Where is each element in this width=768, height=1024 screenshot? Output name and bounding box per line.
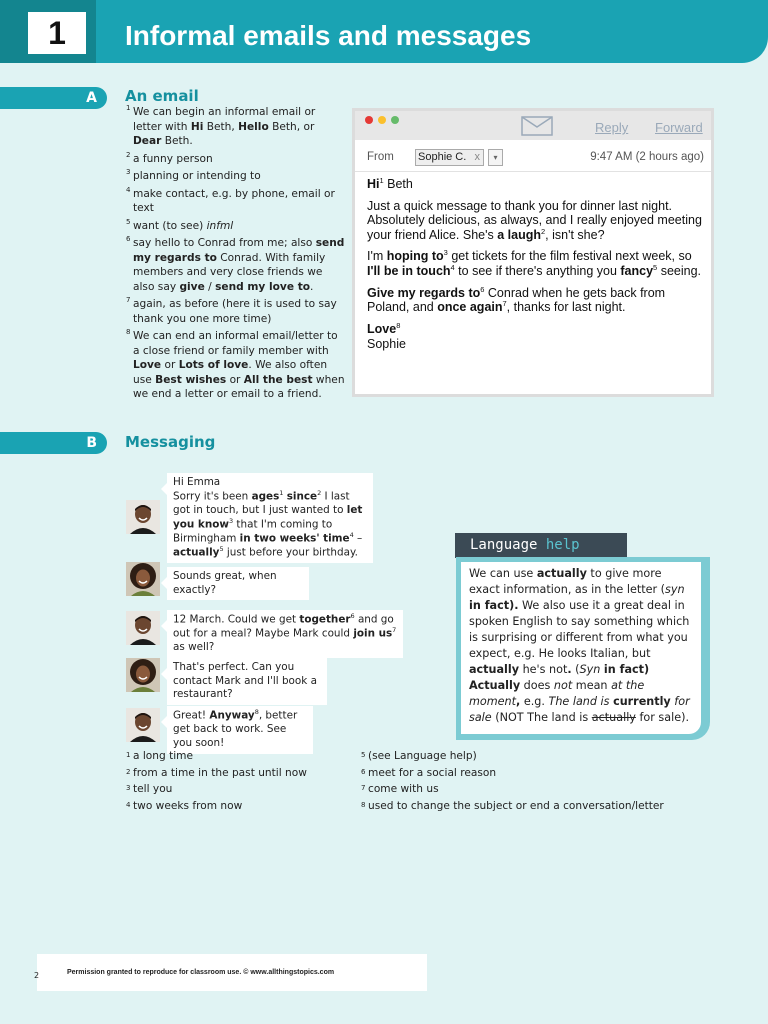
note-5: 5 want (to see) infml (126, 217, 234, 232)
section-a-tab: A (0, 87, 107, 109)
sender-chip[interactable] (415, 149, 484, 166)
footnote-8: 8 used to change the subject or end a conversation/letter (361, 799, 664, 812)
forward-link[interactable]: Forward (655, 120, 703, 135)
footnote-6: 6 meet for a social reason (361, 766, 497, 779)
avatar-man (126, 708, 160, 742)
avatar-man (126, 500, 160, 534)
email-paragraph: Hi$^1$ Beth (367, 176, 413, 192)
section-a-notes (126, 105, 346, 405)
section-b-tab: B (0, 432, 107, 454)
language-help-box (456, 557, 710, 740)
language-help-text: We can use actually to give more exact information, as in the letter (syn in fact). We also use it a great deal in spoken English to say something which is surprising or different from what you expect, e.g. He looks Italian, but actually he's not. (Syn in fact) Actually does not mean at the moment, e.g. The land is currently for sale (NOT The land is actually for sale). (461, 562, 701, 734)
email-window (352, 108, 714, 397)
message-bubble: Hi Emma Sorry it's been ages$^1$ since$^2$ I last got in touch, but I just wanted to let you know$^3$ that I'm coming to Birmingham in two weeks' time$^4$ – actually$^5$ just before your birthday. (167, 473, 373, 563)
email-from-row (355, 140, 711, 172)
message-bubble: Great! Anyway$^8$, better get back to work. See you soon! (167, 706, 313, 754)
maximize-window-dot[interactable] (391, 116, 399, 124)
note-7: 7 again, as before (here it is used to say thank you one more time) (126, 296, 337, 325)
note-3: 3 planning or intending to (126, 168, 261, 182)
from-label: From (367, 151, 394, 163)
email-paragraph: Love$^8$ Sophie (367, 320, 406, 351)
avatar-woman (126, 658, 160, 692)
email-paragraph: I'm hoping $to^3$ get tickets for the film festival next week, so I'll be in touch$^4$ to see if there's anything you fancy$^5$ seeing. (367, 248, 701, 279)
remove-sender-icon[interactable]: x (474, 151, 480, 163)
footnote-7: 7 come with us (361, 783, 439, 795)
minimize-window-dot[interactable] (378, 116, 386, 124)
note-6: 6 say hello to Conrad from me; also send my regards to Conrad. With family members and very close friends we also say give / send my love to. (126, 235, 345, 293)
footnote-4: 4 two weeks from now (126, 799, 243, 812)
envelope-icon (521, 116, 553, 136)
note-4: 4 make contact, e.g. by phone, email or text (126, 185, 335, 214)
email-toolbar (355, 111, 711, 140)
footnote-5: 5 (see Language help) (361, 750, 477, 762)
language-help-tab (455, 533, 627, 558)
footnote-2: 2 from a time in the past until now (126, 766, 307, 779)
footnote-3: 3 tell you (126, 783, 173, 795)
section-b-title: Messaging (125, 433, 216, 451)
note-8: 8 We can end an informal email/letter to a close friend or family member with Love or Lots of love. We also often use Best wishes or All the best when we end a letter or email to a friend. (126, 328, 345, 400)
language-help-word2: help (545, 537, 580, 553)
section-a-title: An email (125, 87, 199, 105)
email-paragraph: Give my regards $to^6$ Conrad when he gets back from Poland, and once again$^7$, thanks for last night. (367, 284, 666, 315)
chevron-down-icon[interactable]: ▾ (488, 149, 503, 166)
close-window-dot[interactable] (365, 116, 373, 124)
permission-footer: Permission granted to reproduce for classroom use. © www.allthingstopics.com (37, 954, 427, 991)
email-timestamp: 9:47 AM (2 hours ago) (590, 151, 704, 163)
sender-name: Sophie C. (418, 151, 467, 163)
unit-number: 1 (28, 12, 86, 54)
language-help-word1: Language (470, 537, 538, 553)
page-number: 2 (34, 971, 40, 980)
message-bubble: 12 March. Could we get together$^6$ and go out for a meal? Maybe Mark could join $us^7$ as well? (167, 610, 403, 658)
email-paragraph: Just a quick message to thank you for dinner last night. Absolutely delicious, as always, and I really enjoyed meeting your friend Alice. She's a laugh$^2$, isn't she? (367, 198, 702, 242)
email-body (367, 177, 705, 358)
note-1: 1 We can begin an informal email or letter with Hi Beth, Hello Beth, or Dear Beth. (126, 104, 316, 147)
message-bubble: That's perfect. Can you contact Mark and I'll book a restaurant? (167, 658, 327, 705)
avatar-man (126, 611, 160, 645)
note-2: 2 a funny person (126, 150, 213, 165)
message-bubble: Sounds great, when exactly? (167, 567, 309, 600)
reply-link[interactable]: Reply (595, 120, 629, 135)
footnote-1: 1 a long time (126, 750, 194, 762)
avatar-woman (126, 562, 160, 596)
page-title: Informal emails and messages (125, 20, 532, 51)
